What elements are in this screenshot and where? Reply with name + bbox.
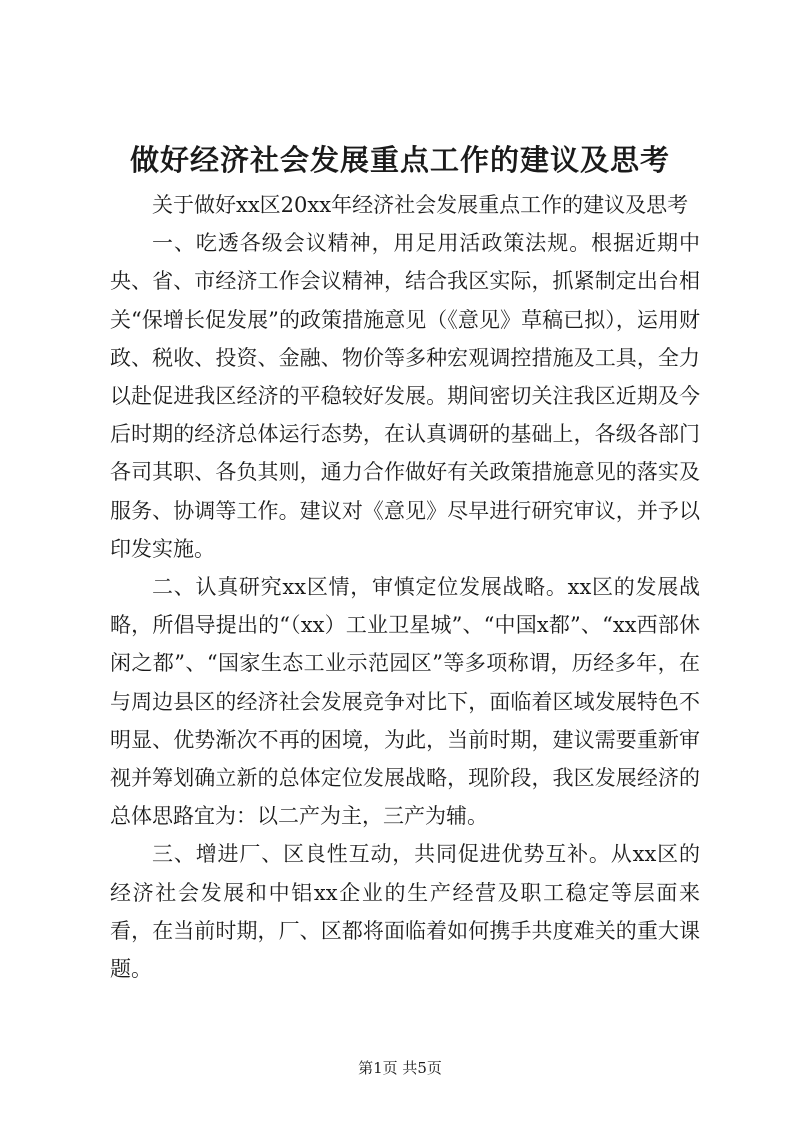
- document-body: [110, 186, 700, 988]
- document-title: 做好经济社会发展重点工作的建议及思考: [129, 143, 670, 177]
- paragraph-2: 二、认真研究xx区情，审慎定位发展战略。xx区的发展战略，所倡导提出的“（xx）工业卫星城”、“中国x都”、“xx西部休闲之都”、“国家生态工业示范园区”等多项称谓，历经多年，在与周边县区的经济社会发展竞争对比下，面临着区域发展特色不明显、优势渐次不再的困境，为此，当前时期，建议需要重新审视并筹划确立新的总体定位发展战略，现阶段，我区发展经济的总体思路宜为：以二产为主，三产为辅。: [110, 575, 700, 829]
- paragraph-3: 三、增进厂、区良性互动，共同促进优势互补。从xx区的经济社会发展和中铝xx企业的生产经营及职工稳定等层面来看，在当前时期，厂、区都将面临着如何携手共度难关的重大课题。: [110, 842, 700, 982]
- paragraph-1: 一、吃透各级会议精神，用足用活政策法规。根据近期中央、省、市经济工作会议精神，结合我区实际，抓紧制定出台相关“保增长促发展”的政策措施意见（《意见》草稿已拟），运用财政、税收、投资、金融、物价等多种宏观调控措施及工具，全力以赴促进我区经济的平稳较好发展。期间密切关注我区近期及今后时期的经济总体运行态势，在认真调研的基础上，各级各部门各司其职、各负其则，通力合作做好有关政策措施意见的落实及服务、协调等工作。建议对《意见》尽早进行研究审议，并予以印发实施。: [110, 231, 700, 561]
- page-number: 第1页 共5页: [358, 1059, 442, 1077]
- page-footer: [0, 1058, 800, 1078]
- document-subtitle: 关于做好xx区20xx年经济社会发展重点工作的建议及思考: [152, 193, 689, 217]
